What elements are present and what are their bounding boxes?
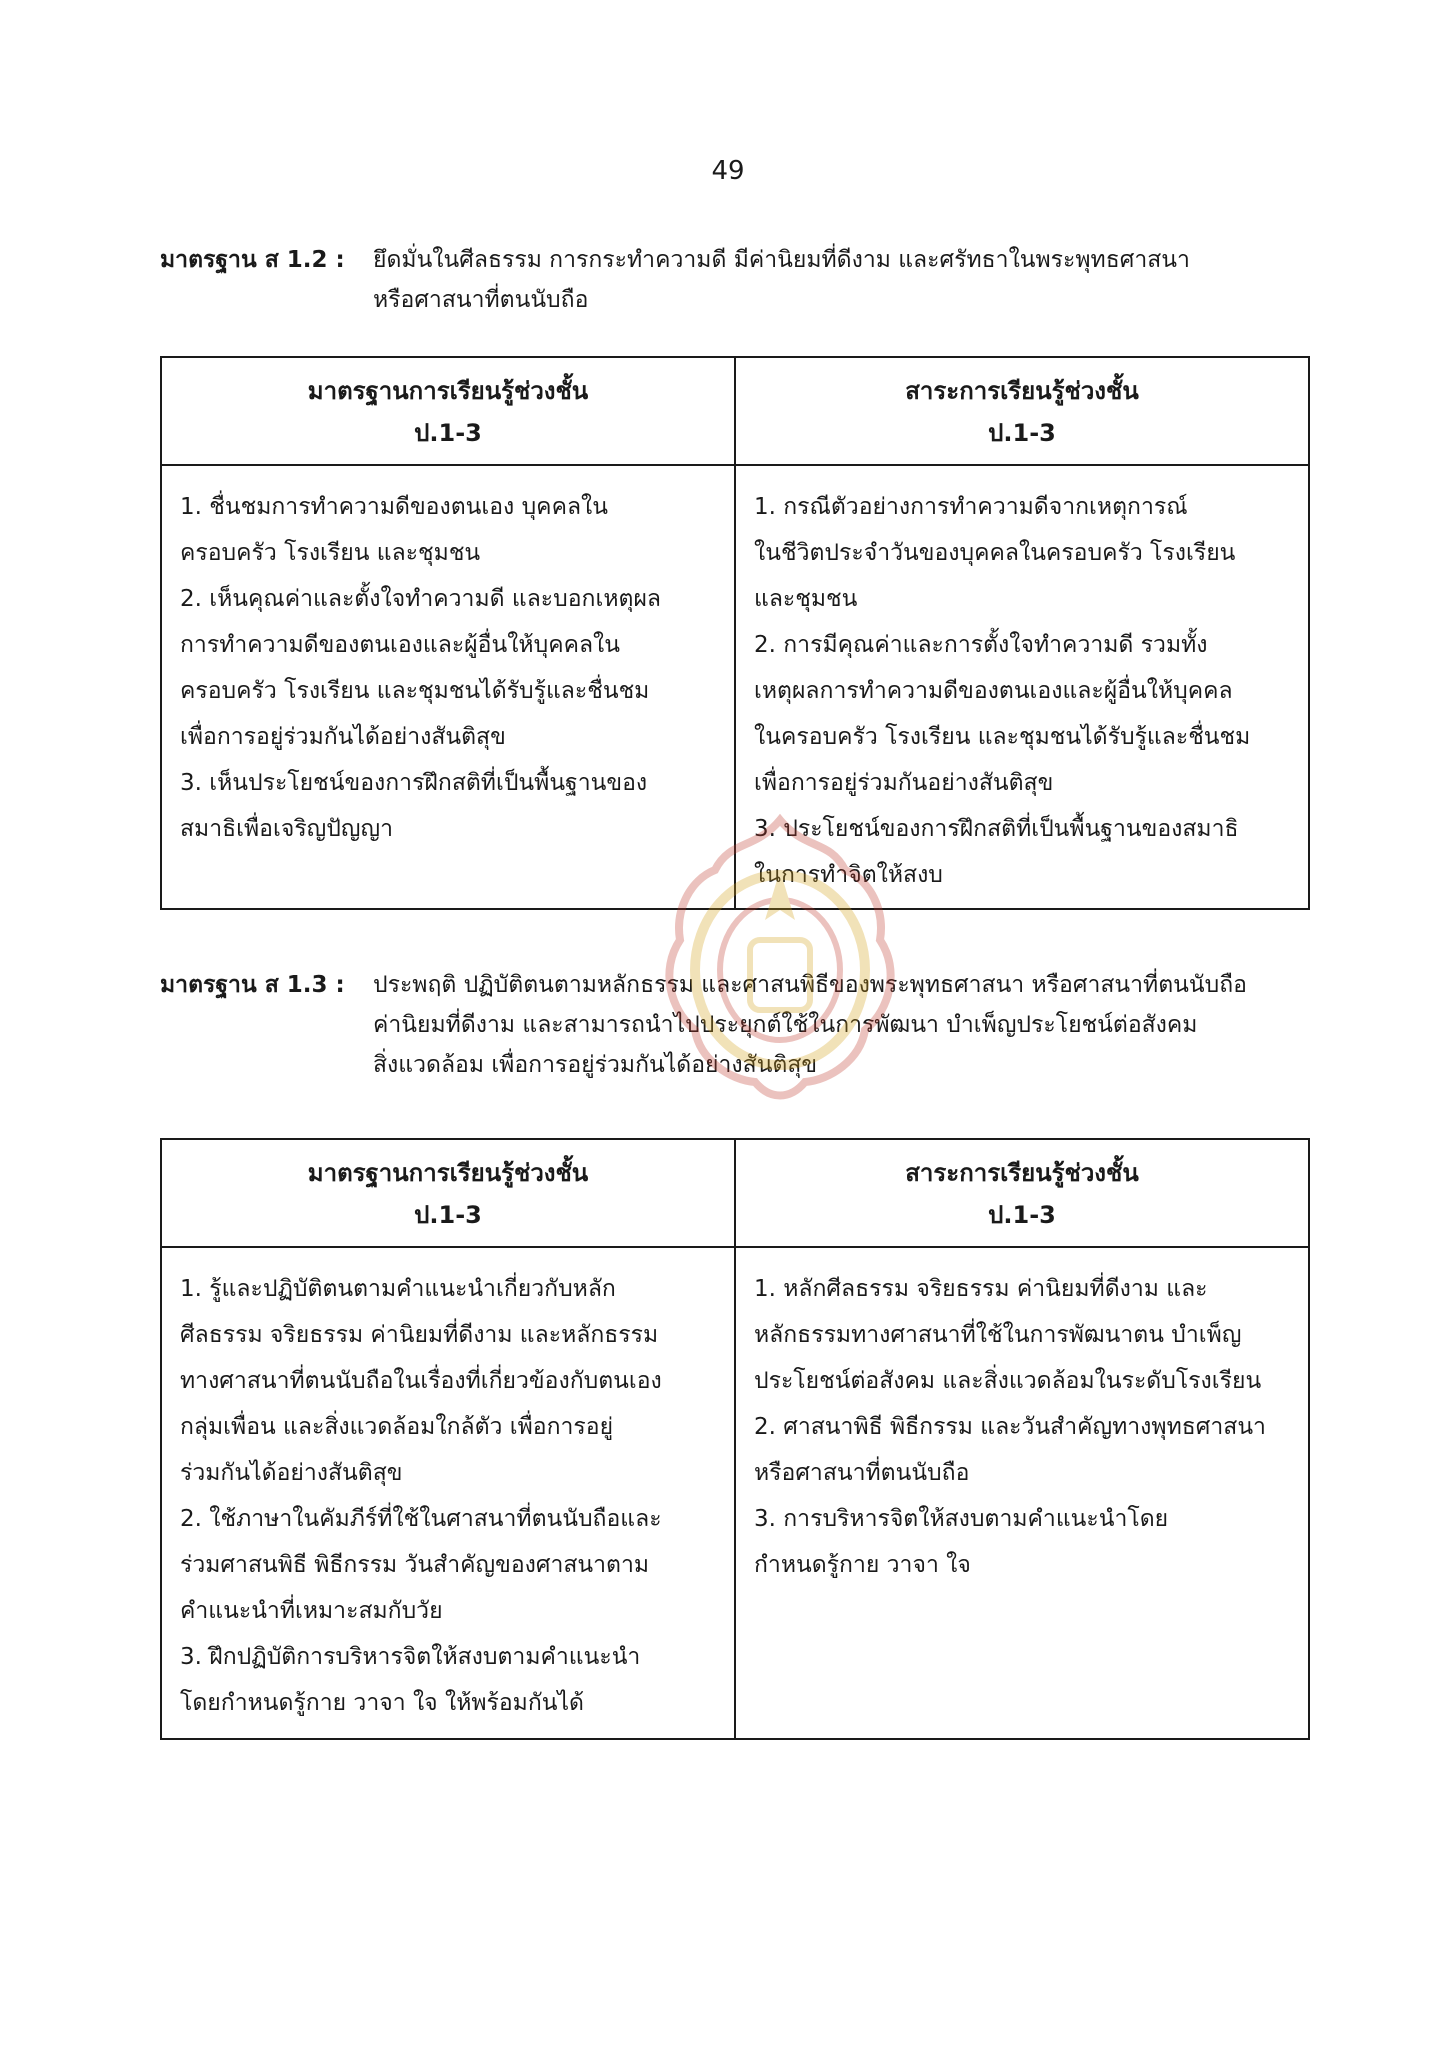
cell-line: 3. การบริหารจิตให้สงบตามคำแนะนำโดย [754,1506,1169,1532]
header-line: สาระการเรียนรู้ช่วงชั้น [905,377,1139,405]
standard-code: มาตรฐาน ส 1.2 : [160,247,345,273]
cell-line: 3. ฝึกปฏิบัติการบริหารจิตให้สงบตามคำแนะนำ [180,1644,641,1670]
standard-code: มาตรฐาน ส 1.3 : [160,972,345,998]
cell-line: ในครอบครัว โรงเรียน และชุมชนได้รับรู้และชื่นชม [754,724,1251,750]
cell-line: และชุมชน [754,586,858,612]
header-line: ป.1-3 [414,1201,482,1229]
cell-line: โดยกำหนดรู้กาย วาจา ใจ ให้พร้อมกันได้ [180,1690,584,1716]
cell-learning-standard [161,465,735,909]
description-line: ประพฤติ ปฏิบัติตนตามหลักธรรม และศาสนพิธีของพระพุทธศาสนา หรือศาสนาที่ตนนับถือ [373,972,1247,998]
cell-line: เพื่อการอยู่ร่วมกันอย่างสันติสุข [754,770,1054,796]
cell-line: ในการทำจิตให้สงบ [754,862,943,888]
cell-line: 2. ใช้ภาษาในคัมภีร์ที่ใช้ในศาสนาที่ตนนับถือและ [180,1506,662,1532]
curriculum-table [160,1138,1310,1740]
cell-line: ทางศาสนาที่ตนนับถือในเรื่องที่เกี่ยวข้องกับตนเอง [180,1368,662,1394]
header-line: ป.1-3 [988,419,1056,447]
cell-line: ประโยชน์ต่อสังคม และสิ่งแวดล้อมในระดับโรงเรียน [754,1368,1262,1394]
cell-line: 3. ประโยชน์ของการฝึกสติที่เป็นพื้นฐานของสมาธิ [754,816,1239,842]
header-line: สาระการเรียนรู้ช่วงชั้น [905,1159,1139,1187]
cell-line: ในชีวิตประจำวันของบุคคลในครอบครัว โรงเรียน [754,540,1236,566]
header-line: มาตรฐานการเรียนรู้ช่วงชั้น [307,377,589,405]
cell-learning-standard [161,1247,735,1739]
cell-line: 2. ศาสนาพิธี พิธีกรรม และวันสำคัญทางพุทธศาสนา [754,1414,1266,1440]
cell-line: ครอบครัว โรงเรียน และชุมชนได้รับรู้และชื่นชม [180,678,650,704]
cell-line: 1. ชื่นชมการทำความดีของตนเอง บุคคลใน [180,494,609,520]
cell-line: 1. กรณีตัวอย่างการทำความดีจากเหตุการณ์ [754,494,1188,520]
header-learning-content [735,357,1309,465]
cell-line: หรือศาสนาที่ตนนับถือ [754,1460,970,1486]
header-learning-standard [161,357,735,465]
cell-line: กลุ่มเพื่อน และสิ่งแวดล้อมใกล้ตัว เพื่อการอยู่ [180,1414,614,1440]
cell-line: สมาธิเพื่อเจริญปัญญา [180,816,393,842]
watermark-seal-icon [655,810,905,1110]
header-line: ป.1-3 [414,419,482,447]
cell-line: คำแนะนำที่เหมาะสมกับวัย [180,1598,443,1624]
cell-line: 3. เห็นประโยชน์ของการฝึกสติที่เป็นพื้นฐานของ [180,770,648,796]
cell-line: ร่วมกันได้อย่างสันติสุข [180,1460,403,1486]
cell-line: 2. เห็นคุณค่าและตั้งใจทำความดี และบอกเหตุผล [180,586,662,612]
cell-line: 2. การมีคุณค่าและการตั้งใจทำความดี รวมทั้ง [754,632,1208,658]
standard-description [373,240,1310,320]
header-learning-content [735,1139,1309,1247]
cell-line: 1. หลักศีลธรรม จริยธรรม ค่านิยมที่ดีงาม และ [754,1276,1208,1302]
standard-heading [160,240,1310,330]
cell-line: เพื่อการอยู่ร่วมกันได้อย่างสันติสุข [180,724,506,750]
header-learning-standard [161,1139,735,1247]
cell-line: หลักธรรมทางศาสนาที่ใช้ในการพัฒนาตน บำเพ็ญ [754,1322,1242,1348]
cell-line: 1. รู้และปฏิบัติตนตามคำแนะนำเกี่ยวกับหลัก [180,1276,616,1302]
cell-line: การทำความดีของตนเองและผู้อื่นให้บุคคลใน [180,632,621,658]
description-line: สิ่งแวดล้อม เพื่อการอยู่ร่วมกันได้อย่างสันติสุข [373,1052,818,1078]
cell-line: ร่วมศาสนพิธี พิธีกรรม วันสำคัญของศาสนาตาม [180,1552,650,1578]
description-line: ยึดมั่นในศีลธรรม การกระทำความดี มีค่านิยมที่ดีงาม และศรัทธาในพระพุทธศาสนา [373,247,1190,273]
cell-line: ศีลธรรม จริยธรรม ค่านิยมที่ดีงาม และหลักธรรม [180,1322,659,1348]
cell-line: ครอบครัว โรงเรียน และชุมชน [180,540,481,566]
description-line: ค่านิยมที่ดีงาม และสามารถนำไปประยุกต์ใช้ในการพัฒนา บำเพ็ญประโยชน์ต่อสังคม [373,1012,1198,1038]
page-number: 49 [711,156,745,186]
cell-line: กำหนดรู้กาย วาจา ใจ [754,1552,971,1578]
cell-line: เหตุผลการทำความดีของตนเองและผู้อื่นให้บุคคล [754,678,1233,704]
header-line: ป.1-3 [988,1201,1056,1229]
header-line: มาตรฐานการเรียนรู้ช่วงชั้น [307,1159,589,1187]
description-line: หรือศาสนาที่ตนนับถือ [373,287,589,313]
cell-learning-content [735,1247,1309,1739]
